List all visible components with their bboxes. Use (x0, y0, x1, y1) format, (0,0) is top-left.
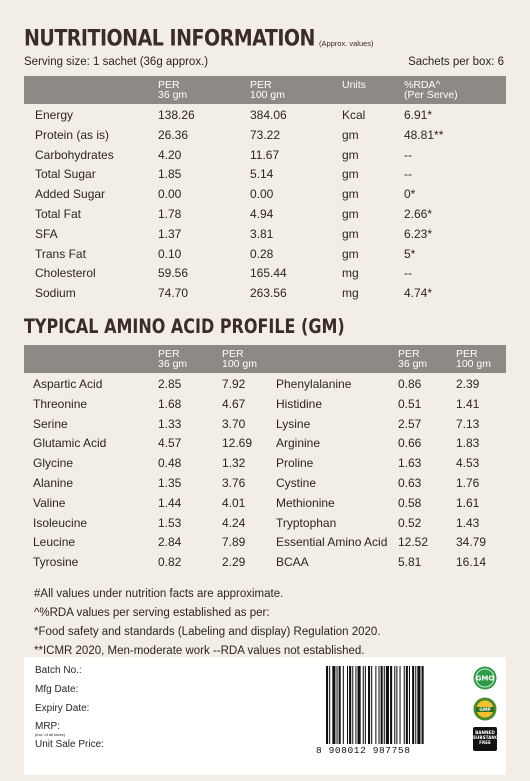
table-cell: 0.48 (158, 456, 182, 471)
table-row (24, 394, 506, 414)
amino-header-left-per36: PER 36 gm (158, 348, 188, 370)
table-cell: 1.32 (222, 456, 246, 471)
amino-title: TYPICAL AMINO ACID PROFILE (GM) (24, 315, 345, 338)
table-cell: 0.66 (398, 436, 422, 451)
table-row (24, 263, 506, 283)
amino-acid-name: Serine (33, 416, 68, 431)
table-cell: gm (342, 147, 359, 162)
table-cell: 2.85 (158, 377, 182, 391)
nutrient-name: Cholesterol (35, 266, 96, 281)
table-cell: 5.81 (398, 555, 422, 570)
table-cell: 2.39 (456, 377, 480, 391)
table-cell: 7.89 (222, 535, 246, 550)
table-cell: 1.61 (456, 495, 480, 510)
nutrition-table-header (24, 76, 506, 104)
table-cell: gm (342, 127, 359, 142)
nutrition-header-units: Units (342, 79, 366, 91)
nutrient-name: Protein (as is) (35, 127, 110, 142)
table-row (24, 414, 506, 434)
table-cell: 3.70 (222, 416, 246, 431)
table-row (24, 164, 506, 184)
table-cell: 1.33 (158, 416, 182, 431)
amino-acid-name: Valine (33, 495, 66, 510)
table-row (24, 184, 506, 204)
expiry-date-label: Expiry Date: (35, 703, 90, 714)
footnote: *Food safety and standards (Labeling and display) Regulation 2020. (34, 626, 381, 638)
serving-size: Serving size: 1 sachet (36g approx.) (24, 56, 209, 68)
sachets-per-box: Sachets per box: 6 (408, 56, 504, 68)
amino-acid-name: Histidine (276, 396, 323, 411)
amino-acid-name: Glycine (33, 456, 74, 471)
amino-acid-name: Phenylalanine (276, 377, 352, 391)
table-cell: 4.67 (222, 396, 246, 411)
table-cell: 0.51 (398, 396, 422, 411)
table-cell: 1.41 (456, 396, 480, 411)
table-row (24, 453, 506, 473)
amino-acid-name: Aspartic Acid (33, 377, 103, 391)
nutrition-title-note: (Approx. values) (318, 39, 374, 48)
table-cell: 4.94 (250, 207, 274, 221)
footnote: ^%RDA values per serving established as per: (34, 607, 270, 619)
table-cell: Kcal (342, 108, 366, 122)
table-cell: 0* (404, 187, 416, 202)
amino-acid-name: Tryptophan (276, 515, 337, 530)
table-cell: 0.86 (398, 377, 422, 391)
table-row (24, 283, 506, 303)
table-cell: 1.78 (158, 207, 182, 221)
table-cell: gm (342, 187, 359, 202)
table-cell: 0.52 (398, 515, 422, 530)
table-cell: 165.44 (250, 266, 287, 281)
table-row (24, 513, 506, 533)
table-cell: 11.67 (250, 147, 280, 162)
table-cell: 2.84 (158, 535, 182, 550)
barcode-number: 8 908012 987758 (316, 745, 411, 756)
table-cell: 48.81** (404, 127, 444, 142)
table-cell: 1.76 (456, 476, 480, 490)
banned-badge-text: BANNED SUBSTANCE FREE (473, 730, 501, 745)
amino-acid-name: Isoleucine (33, 515, 88, 530)
table-row (24, 105, 506, 125)
table-cell: 2.57 (398, 416, 422, 431)
gmo-badge-text: GMO (475, 674, 495, 683)
table-cell: 0.10 (158, 246, 182, 261)
table-cell: -- (404, 167, 412, 182)
footnote: **ICMR 2020, Men-moderate work --RDA values not established. (34, 645, 365, 657)
nutrition-title: NUTRITIONAL INFORMATION (24, 25, 315, 51)
table-cell: 0.28 (250, 246, 274, 261)
table-cell: 0.82 (158, 555, 182, 570)
table-cell: gm (342, 207, 359, 221)
table-row (24, 473, 506, 493)
table-cell: 4.74* (404, 286, 433, 301)
table-cell: 4.24 (222, 515, 246, 530)
table-cell: -- (404, 266, 412, 281)
barcode (326, 666, 456, 744)
amino-acid-name: Leucine (33, 535, 76, 550)
gmp-certified-badge-icon (473, 697, 497, 721)
nutrition-header-rda: %RDA^ (Per Serve) (404, 79, 458, 101)
table-cell: 4.53 (456, 456, 480, 471)
table-cell: 1.68 (158, 396, 182, 411)
amino-acid-name: Methionine (276, 495, 335, 510)
amino-acid-name: Essential Amino Acid (276, 535, 388, 550)
table-cell: 138.26 (158, 108, 195, 122)
amino-acid-name: Alanine (33, 476, 74, 490)
nutrient-name: Total Sugar (35, 167, 96, 182)
table-cell: 0.00 (250, 187, 274, 202)
table-cell: 2.29 (222, 555, 246, 570)
nutrient-name: Added Sugar (35, 187, 106, 202)
table-cell: mg (342, 266, 359, 281)
table-cell: 12.52 (398, 535, 429, 550)
nutrition-title-row (24, 25, 374, 51)
amino-acid-name: Cystine (276, 476, 317, 490)
amino-header-right-per36: PER 36 gm (398, 348, 428, 370)
table-row (24, 204, 506, 224)
batch-no-label: Batch No.: (35, 665, 82, 676)
table-row (24, 532, 506, 552)
table-cell: 0.58 (398, 495, 422, 510)
table-row (24, 145, 506, 165)
table-cell: gm (342, 226, 359, 241)
amino-acid-name: Glutamic Acid (33, 436, 107, 451)
table-cell: 34.79 (456, 535, 487, 550)
table-row (24, 493, 506, 513)
table-cell: 3.81 (250, 226, 274, 241)
table-cell: 6.23* (404, 226, 433, 241)
nutrition-header-per36: PER 36 gm (158, 79, 188, 101)
nutrient-name: SFA (35, 226, 58, 241)
table-cell: 1.83 (456, 436, 480, 451)
mrp-text: MRP: (35, 721, 60, 732)
nutrient-name: Sodium (35, 286, 76, 301)
table-cell: mg (342, 286, 359, 301)
table-cell: 4.20 (158, 147, 182, 162)
table-cell: -- (404, 147, 412, 162)
table-cell: 1.37 (158, 226, 182, 241)
table-cell: 12.69 (222, 436, 253, 451)
table-cell: 16.14 (456, 555, 487, 570)
nutrient-name: Trans Fat (35, 246, 86, 261)
amino-acid-name: BCAA (276, 555, 309, 570)
table-cell: 1.43 (456, 515, 480, 530)
table-row (24, 433, 506, 453)
table-cell: 2.66* (404, 207, 433, 221)
label-panel (24, 657, 506, 775)
gmo-free-badge-icon (473, 666, 497, 690)
table-cell: 1.53 (158, 515, 182, 530)
nutrient-name: Energy (35, 108, 74, 122)
table-cell: 384.06 (250, 108, 287, 122)
table-row (24, 244, 506, 264)
amino-header-right-per100: PER 100 gm (456, 348, 492, 370)
amino-table-header (24, 345, 506, 373)
table-cell: 4.01 (222, 495, 246, 510)
table-cell: 1.35 (158, 476, 182, 490)
nutrient-name: Total Fat (35, 207, 82, 221)
table-cell: 74.70 (158, 286, 189, 301)
mrp-note: (incl. of all taxes) (35, 732, 66, 737)
amino-acid-name: Proline (276, 456, 314, 471)
table-cell: 59.56 (158, 266, 189, 281)
amino-acid-name: Lysine (276, 416, 311, 431)
nutrition-header-per100: PER 100 gm (250, 79, 286, 101)
mfg-date-label: Mfg Date: (35, 684, 79, 695)
amino-acid-name: Arginine (276, 436, 321, 451)
table-row (24, 552, 506, 572)
table-cell: 0.00 (158, 187, 182, 202)
table-cell: 5* (404, 246, 416, 261)
table-cell: 1.44 (158, 495, 182, 510)
table-row (24, 374, 506, 394)
table-cell: 5.14 (250, 167, 274, 182)
table-cell: 3.76 (222, 476, 246, 490)
amino-acid-name: Threonine (33, 396, 88, 411)
mrp-label (35, 721, 65, 737)
table-cell: gm (342, 246, 359, 261)
table-cell: gm (342, 167, 359, 182)
banned-substance-free-badge-icon (473, 727, 501, 751)
table-cell: 263.56 (250, 286, 287, 301)
table-cell: 6.91* (404, 108, 433, 122)
nutrient-name: Carbohydrates (35, 147, 114, 162)
table-row (24, 125, 506, 145)
footnote: #All values under nutrition facts are approximate. (34, 588, 284, 600)
table-cell: 0.63 (398, 476, 422, 490)
table-cell: 7.13 (456, 416, 480, 431)
table-cell: 26.36 (158, 127, 189, 142)
table-cell: 7.92 (222, 377, 246, 391)
table-cell: 73.22 (250, 127, 281, 142)
gmp-badge-text: GMP (479, 708, 491, 713)
unit-sale-price-label: Unit Sale Price: (35, 739, 104, 750)
amino-header-left-per100: PER 100 gm (222, 348, 258, 370)
amino-acid-name: Tyrosine (33, 555, 79, 570)
table-cell: 1.63 (398, 456, 422, 471)
table-cell: 4.57 (158, 436, 182, 451)
table-cell: 1.85 (158, 167, 182, 182)
table-row (24, 224, 506, 244)
footnotes (34, 585, 381, 661)
